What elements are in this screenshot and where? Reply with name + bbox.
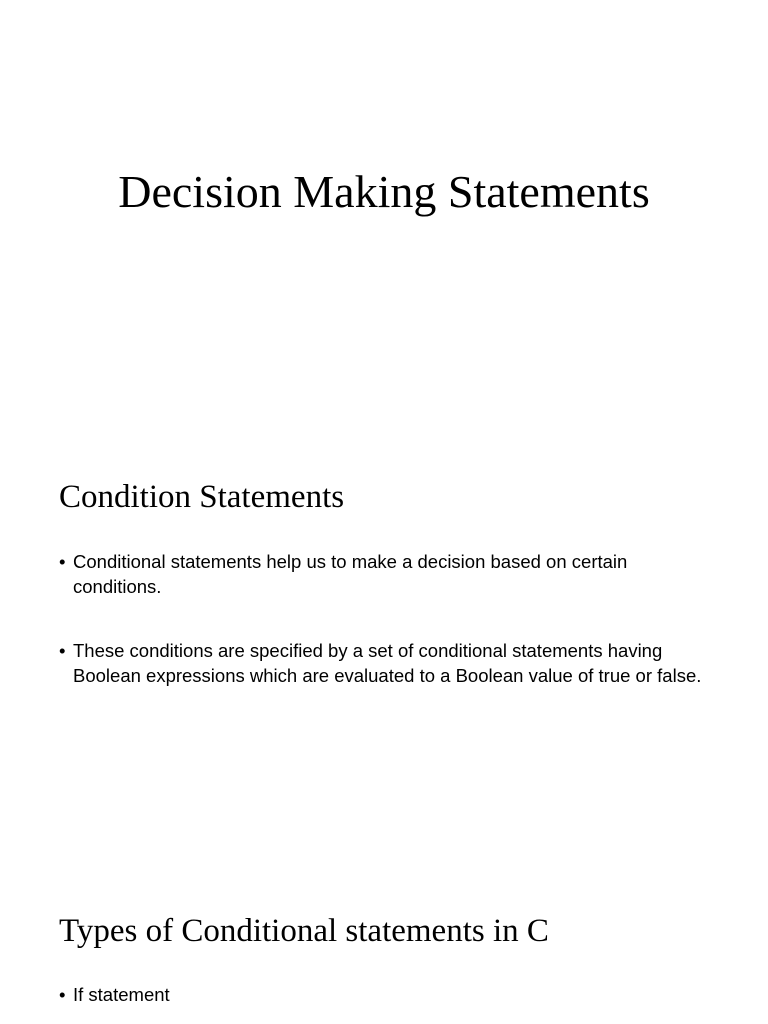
slide-title [0,0,768,430]
bullet-mark: • [59,984,66,1005]
bullet-mark: • [59,551,66,572]
bullet-text: If statement [73,984,170,1005]
bullet-mark: • [59,640,66,661]
bullet-text: Conditional statements help us to make a decision based on certain conditions. [73,551,628,597]
bullet-list [59,982,719,1007]
slide-main-title: Decision Making Statements [118,166,650,217]
bullet-item [59,638,719,688]
bullet-item [59,982,719,1007]
bullet-text: These conditions are specified by a set of conditional statements having Boolean expressions which are evaluated to a Boolean value of true or false. [73,640,702,686]
bullet-list [59,549,719,688]
bullet-item [59,549,719,599]
slide-conditional-types [0,860,768,1024]
slide-heading: Condition Statements [59,479,345,515]
slide-heading: Types of Conditional statements in C [59,913,549,949]
slide-condition-statements [0,430,768,860]
